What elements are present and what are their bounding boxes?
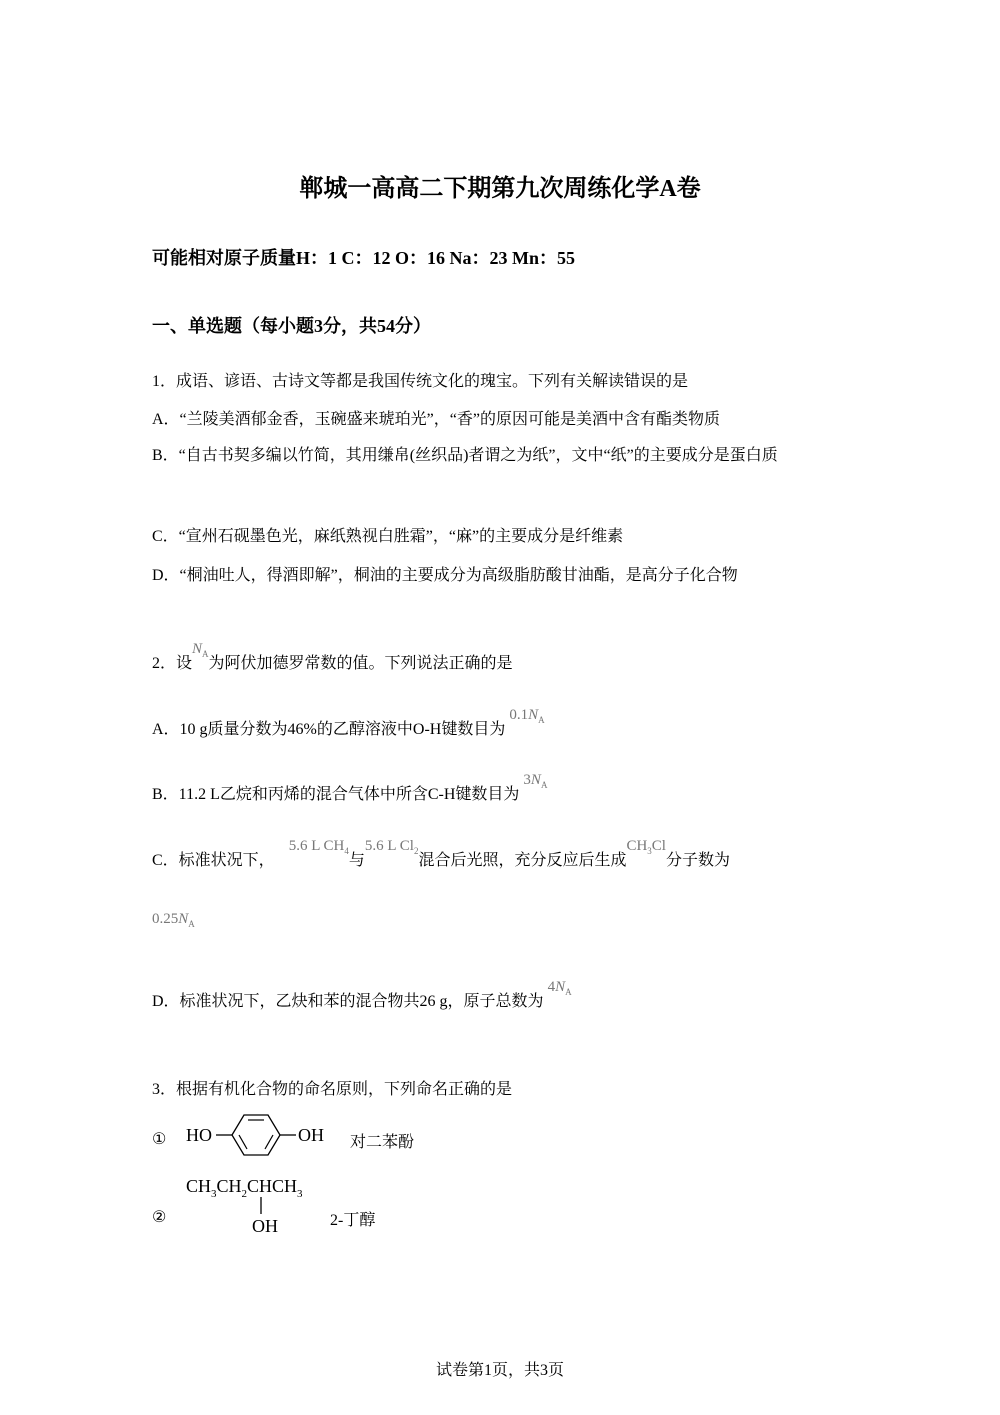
svg-text:CH3CH2CHCH3: $CH_3CH_2CHCH_3$ [186, 1176, 303, 1200]
q2-d-value: $4N_A$ [547, 979, 572, 997]
q1-stem: 1．成语、谚语、古诗文等都是我国传统文化的瑰宝。下列有关解读错误的是 [152, 373, 689, 390]
q2-option-a [152, 707, 545, 740]
svg-text:OH: OH [252, 1216, 278, 1236]
na-symbol: $N_A$ [192, 641, 209, 659]
q1-option-a: A．“兰陵美酒郁金香，玉碗盛来琥珀光”，“香”的原因可能是美酒中含有酯类物质 [152, 411, 720, 428]
q2-b-text: B．11.2 L乙烷和丙烯的混合气体中所含C-H键数目为 [152, 786, 520, 803]
q2-option-b [152, 772, 548, 805]
q3-item2-name: 2-丁醇 [330, 1212, 376, 1229]
q1-option-b: B．“自古书契多编以竹简，其用缣帛(丝织品)者谓之为纸”，文中“纸”的主要成分是蛋白质 [152, 447, 778, 464]
q2-stem-pre: 2．设 [152, 655, 193, 672]
hydroquinone-structure [184, 1108, 344, 1169]
methane-volume: 5.6 L $CH_4$ [288, 838, 349, 856]
chlorine-volume: 5.6 L $Cl_2$ [364, 838, 419, 856]
chloromethane: $CH_3Cl$ [626, 838, 666, 856]
q2-c-post: 分子数为 [665, 852, 730, 869]
q3-stem: 3．根据有机化合物的命名原则，下列命名正确的是 [152, 1081, 513, 1098]
q2-b-value: $3N_A$ [523, 772, 548, 790]
page-title: 郸城一高高二下期第九次周练化学A卷 [299, 176, 701, 202]
svg-text:OH: OH [298, 1125, 324, 1145]
q3-item1-number: ① [152, 1131, 167, 1148]
q3-item2-number: ② [152, 1209, 167, 1226]
q2-c-pre: C．标准状况下， [152, 852, 275, 869]
q2-option-c [152, 838, 730, 871]
page-footer: 试卷第1页，共3页 [435, 1362, 564, 1379]
butanol-structure [184, 1172, 324, 1243]
q2-c-value: $0.25N_A$ [152, 911, 195, 929]
q2-stem-post: 为阿伏加德罗常数的值。下列说法正确的是 [208, 655, 513, 672]
q2-c-mid1: 与 [348, 852, 365, 869]
svg-text:HO: HO [186, 1125, 212, 1145]
q2-option-d [152, 979, 572, 1012]
q1-option-d: D．“桐油吐人，得酒即解”，桐油的主要成分为高级脂肪酸甘油酯，是高分子化合物 [152, 567, 738, 584]
q2-c-mid2: 混合后光照，充分反应后生成 [418, 852, 627, 869]
q1-option-c: C．“宣州石砚墨色光，麻纸熟视白胜霜”，“麻”的主要成分是纤维素 [152, 528, 624, 545]
section-heading: 一、单选题（每小题3分，共54分） [152, 316, 431, 336]
q2-stem [152, 641, 513, 674]
q2-a-text: A．10 g质量分数为46%的乙醇溶液中O-H键数目为 [152, 721, 506, 738]
atomic-masses: 可能相对原子质量H：1 C：12 O：16 Na：23 Mn：55 [152, 248, 575, 268]
q2-d-text: D．标准状况下，乙炔和苯的混合物共26 g，原子总数为 [152, 993, 544, 1010]
q3-item1-name: 对二苯酚 [350, 1134, 415, 1151]
q2-a-value: $0.1N_A$ [509, 707, 545, 725]
